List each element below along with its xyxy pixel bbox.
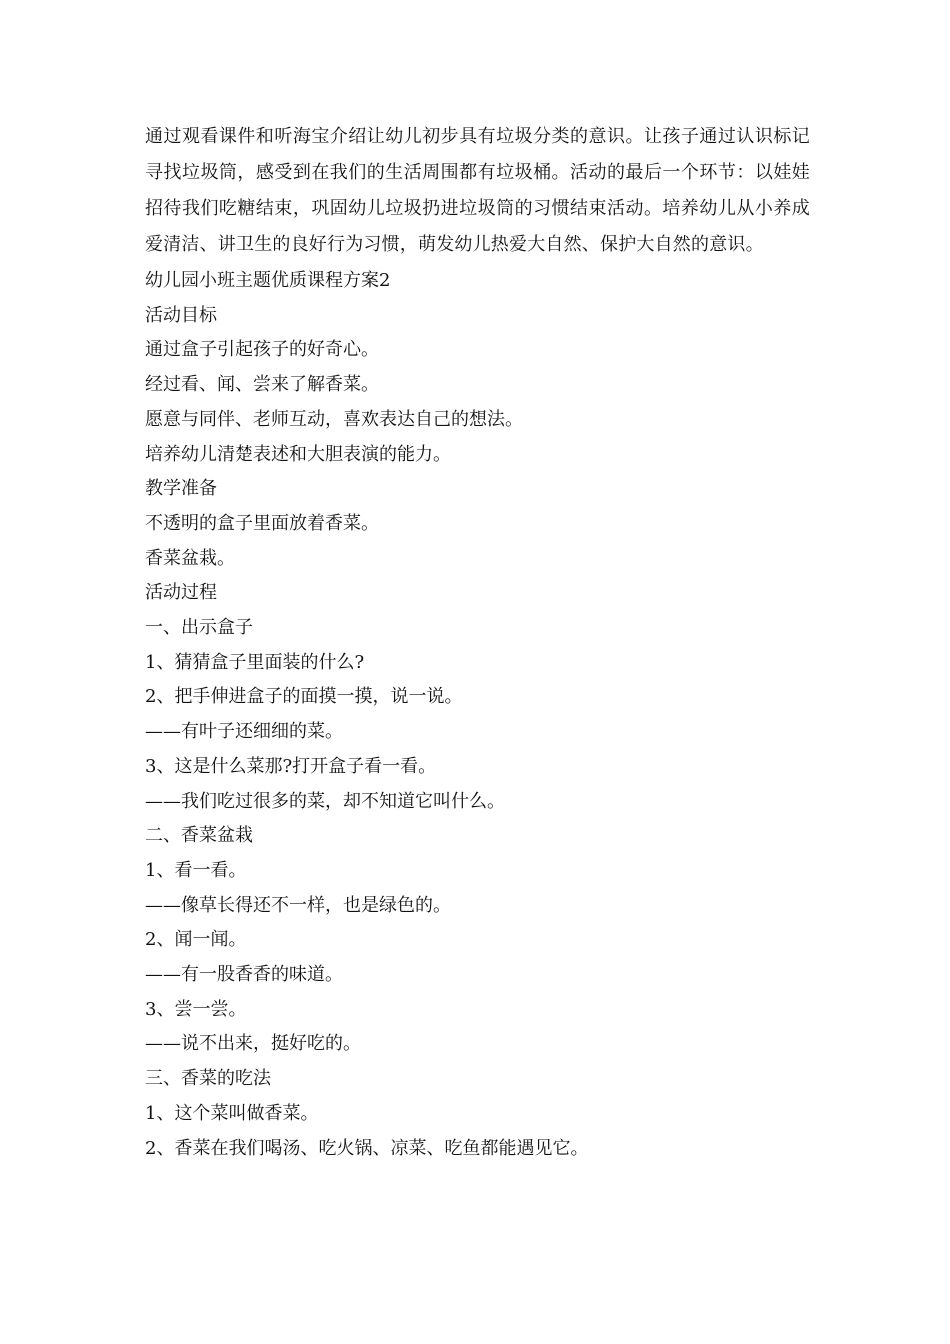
text-line: 培养幼儿清楚表述和大胆表演的能力。 [145,443,451,465]
heading-activity-goals: 活动目标 [145,304,217,326]
subheading: 一、出示盒子 [145,617,253,639]
document-page [145,119,810,1166]
text-line: 不透明的盒子里面放着香菜。 [145,512,379,534]
text-line: ——有一股香香的味道。 [145,964,343,986]
intro-paragraph: 通过观看课件和听海宝介绍让幼儿初步具有垃圾分类的意识。让孩子通过认识标记寻找垃圾筒，感受到在我们的生活周围都有垃圾桶。活动的最后一个环节：以娃娃招待我们吃糖结束，巩固幼儿垃圾扔进垃圾筒的习惯结束活动。培养幼儿从小养成爱清洁、讲卫生的良好行为习惯，萌发幼儿热爱大自然、保护大自然的意识。 [145,126,810,255]
section-title: 幼儿园小班主题优质课程方案2 [145,270,391,291]
text-line: 通过盒子引起孩子的好奇心。 [145,339,379,361]
text-line: ——我们吃过很多的菜，却不知道它叫什么。 [145,790,505,812]
text-line: 3、尝一尝。 [145,998,247,1020]
heading-teaching-prep: 教学准备 [145,478,217,500]
text-line: ——说不出来，挺好吃的。 [145,1033,361,1055]
subheading: 二、香菜盆栽 [145,825,253,847]
text-line: ——像草长得还不一样，也是绿色的。 [145,894,451,916]
text-line: 1、猜猜盒子里面装的什么? [145,651,365,673]
heading-activity-process: 活动过程 [145,582,217,604]
text-line: ——有叶子还细细的菜。 [145,721,343,743]
text-line: 2、把手伸进盒子的面摸一摸，说一说。 [145,686,463,708]
text-line: 经过看、闻、尝来了解香菜。 [145,374,379,396]
text-line: 1、这个菜叫做香菜。 [145,1102,319,1124]
document-lines [145,264,810,1166]
text-line: 2、闻一闻。 [145,929,247,951]
text-line: 愿意与同伴、老师互动，喜欢表达自己的想法。 [145,408,523,430]
text-line: 2、香菜在我们喝汤、吃火锅、凉菜、吃鱼都能遇见它。 [145,1137,589,1159]
text-line: 香菜盆栽。 [145,547,235,569]
text-line: 1、看一看。 [145,859,247,881]
subheading: 三、香菜的吃法 [145,1068,271,1090]
text-line: 3、这是什么菜那?打开盒子看一看。 [145,755,437,777]
